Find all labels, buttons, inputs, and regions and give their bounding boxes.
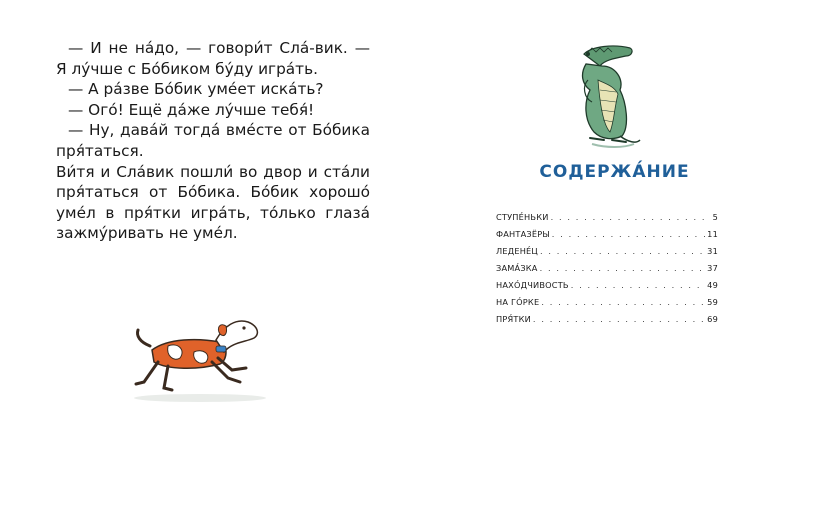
toc-entry-page: 5 [712, 212, 718, 222]
toc-entry-label: ЛЕДЕНЕ́Ц [496, 246, 538, 256]
toc-leader-dots [540, 243, 705, 260]
toc-entry[interactable] [496, 226, 718, 243]
crocodile-illustration [570, 40, 642, 152]
right-page [410, 0, 819, 507]
toc-entry-label: ЗАМА́ЗКА [496, 263, 538, 273]
toc-entry-label: ФАНТАЗЁРЫ [496, 229, 550, 239]
toc-leader-dots [551, 209, 711, 226]
table-of-contents [496, 209, 718, 328]
toc-entry-label: НА ГО́РКЕ [496, 297, 540, 307]
story-paragraph-2: — А ра́зве Бо́бик уме́ет иска́ть? [68, 80, 324, 99]
toc-entry[interactable] [496, 311, 718, 328]
toc-entry[interactable] [496, 260, 718, 277]
toc-entry[interactable] [496, 277, 718, 294]
toc-entry-page: 11 [707, 229, 718, 239]
toc-entry-page: 59 [707, 297, 718, 307]
story-paragraph-5: Ви́тя и Сла́вик пошли́ во двор и ста́ли пря́таться от Бо́бика. Бо́бик хорошо́ уме́л в пря́тки игра́ть, то́лько глаза́ зажму́ривать не уме́л. [56, 162, 370, 243]
story-text [56, 38, 370, 244]
toc-entry[interactable] [496, 209, 718, 226]
toc-entry-page: 31 [707, 246, 718, 256]
story-paragraph-3: — Ого́! Ещё да́же лу́чше тебя́! [68, 100, 315, 119]
toc-leader-dots [571, 277, 705, 294]
toc-entry-page: 49 [707, 280, 718, 290]
toc-entry[interactable] [496, 243, 718, 260]
running-dog-illustration [128, 312, 268, 408]
toc-entry[interactable] [496, 294, 718, 311]
story-paragraph-4: — Ну, дава́й тогда́ вме́сте от Бо́бика пря́таться. [56, 121, 370, 160]
toc-entry-label: ПРЯ́ТКИ [496, 314, 531, 324]
toc-title: СОДЕРЖА́НИЕ [539, 162, 690, 182]
toc-entry-page: 37 [707, 263, 718, 273]
toc-leader-dots [552, 226, 705, 243]
toc-leader-dots [533, 311, 705, 328]
toc-entry-label: НАХО́ДЧИВОСТЬ [496, 280, 569, 290]
toc-leader-dots [541, 294, 705, 311]
toc-entry-page: 69 [707, 314, 718, 324]
toc-leader-dots [540, 260, 706, 277]
toc-entry-label: СТУПЕ́НЬКИ [496, 212, 549, 222]
story-paragraph-1: — И не на́до, — говори́т Сла́-вик. — Я лу́чше с Бо́биком бу́ду игра́ть. [56, 39, 370, 78]
